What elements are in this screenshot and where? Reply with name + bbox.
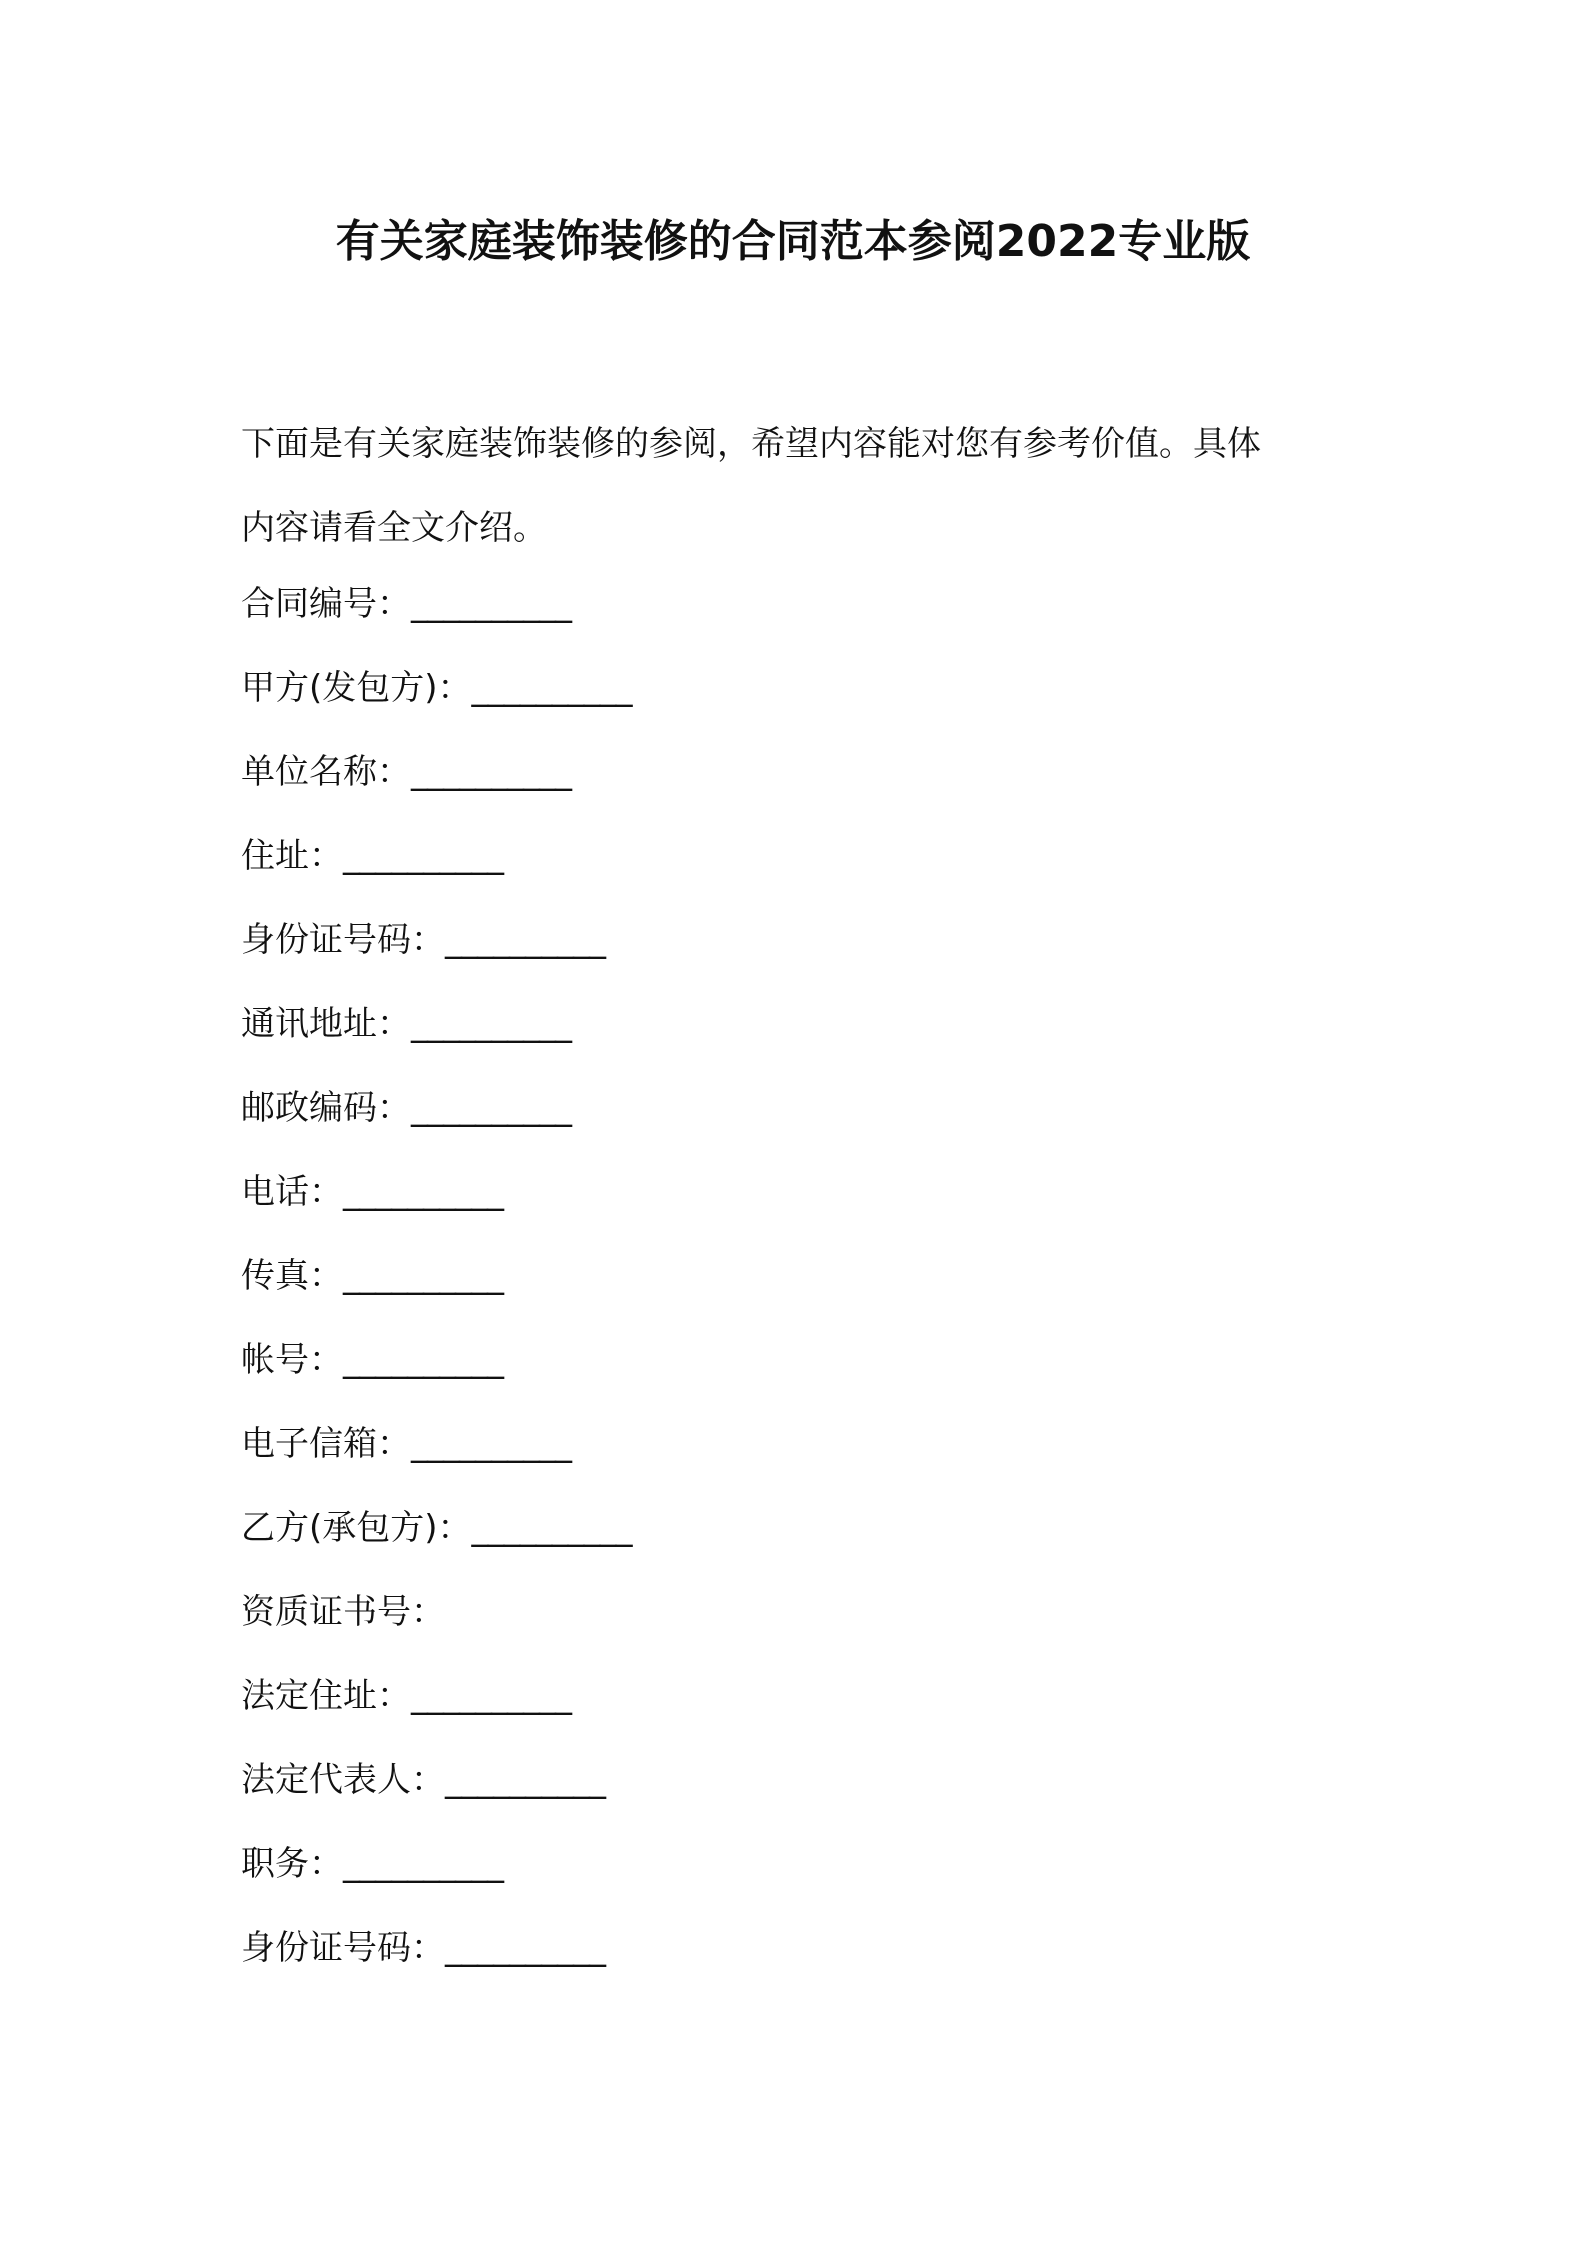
- fill-in-blank: __________: [411, 1424, 571, 1464]
- fill-in-blank: __________: [411, 1676, 571, 1716]
- fill-in-blank: __________: [343, 1172, 503, 1212]
- field-label: 电话：: [241, 1172, 343, 1212]
- fill-in-blank: __________: [411, 584, 571, 624]
- field-label: 法定代表人：: [241, 1760, 445, 1800]
- fill-in-blank: __________: [471, 668, 632, 708]
- fill-in-blank: __________: [343, 836, 503, 876]
- field-qualification-cert: [241, 1570, 1361, 1654]
- field-label: 传真：: [241, 1256, 343, 1296]
- document-title: 有关家庭装饰装修的合同范本参阅2022专业版: [335, 216, 1251, 267]
- field-label: 单位名称：: [241, 752, 411, 792]
- field-label: 通讯地址：: [241, 1004, 411, 1044]
- field-label: 法定住址：: [241, 1676, 411, 1716]
- field-mailing-address: [241, 982, 1361, 1066]
- fill-in-blank: __________: [343, 1340, 503, 1380]
- field-party-b: [241, 1486, 1361, 1570]
- field-label: 合同编号：: [241, 584, 411, 624]
- fill-in-blank: __________: [343, 1256, 503, 1296]
- fill-in-blank: __________: [445, 1928, 605, 1968]
- fill-in-blank: __________: [411, 1088, 571, 1128]
- field-label: 电子信箱：: [241, 1424, 411, 1464]
- field-party-a: [241, 646, 1361, 730]
- field-label: 职务：: [241, 1844, 343, 1884]
- field-label: 邮政编码：: [241, 1088, 411, 1128]
- field-legal-representative: [241, 1738, 1361, 1822]
- field-company-name: [241, 730, 1361, 814]
- fill-in-blank: __________: [343, 1844, 503, 1884]
- field-address: [241, 814, 1361, 898]
- field-fax: [241, 1234, 1361, 1318]
- field-phone: [241, 1150, 1361, 1234]
- field-label: 身份证号码：: [241, 920, 445, 960]
- field-postal-code: [241, 1066, 1361, 1150]
- field-label: 资质证书号：: [241, 1592, 445, 1632]
- intro-line: 内容请看全文介绍。: [241, 508, 547, 548]
- field-id-number-b: [241, 1906, 1361, 1990]
- fill-in-blank: __________: [411, 1004, 571, 1044]
- field-label: 甲方(发包方)：: [241, 668, 472, 708]
- field-email: [241, 1402, 1361, 1486]
- field-label: 住址：: [241, 836, 343, 876]
- fill-in-blank: __________: [411, 752, 571, 792]
- contract-fields: [241, 562, 1361, 1990]
- intro-paragraph: [241, 402, 1361, 570]
- field-contract-number: [241, 562, 1361, 646]
- intro-line: 下面是有关家庭装饰装修的参阅，希望内容能对您有参考价值。具体: [241, 424, 1261, 464]
- fill-in-blank: __________: [445, 920, 605, 960]
- field-account: [241, 1318, 1361, 1402]
- field-label: 身份证号码：: [241, 1928, 445, 1968]
- field-label: 乙方(承包方)：: [241, 1508, 472, 1548]
- field-legal-address: [241, 1654, 1361, 1738]
- fill-in-blank: __________: [445, 1760, 605, 1800]
- field-position: [241, 1822, 1361, 1906]
- field-label: 帐号：: [241, 1340, 343, 1380]
- fill-in-blank: __________: [471, 1508, 632, 1548]
- field-id-number: [241, 898, 1361, 982]
